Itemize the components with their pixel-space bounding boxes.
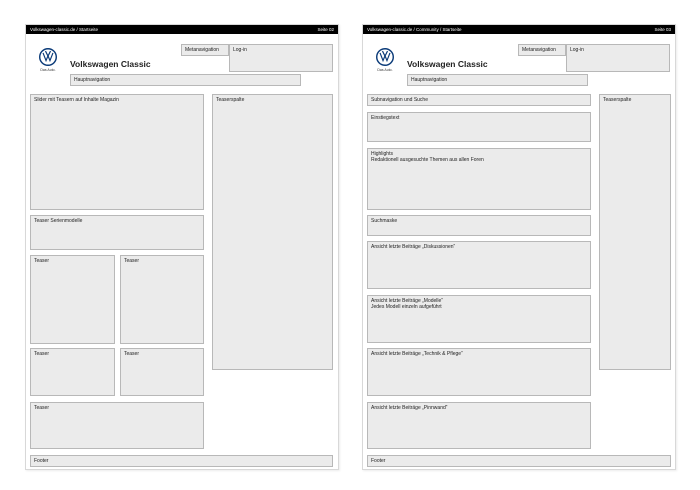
vw-logo[interactable] — [373, 48, 397, 82]
page-number: Seite 02 — [317, 27, 334, 32]
highlights-box[interactable]: Highlights Redaktionell ausgesuchte Themen aus allen Foren — [367, 148, 591, 210]
latest-posts-tech-care[interactable]: Ansicht letzte Beiträge „Technik & Pflege“ — [367, 348, 591, 396]
vw-emblem-icon — [376, 48, 394, 66]
latest-posts-pinboard[interactable]: Ansicht letzte Beiträge „Pinnwand“ — [367, 402, 591, 449]
main-navigation[interactable]: Hauptnavigation — [70, 74, 301, 86]
breadcrumb: Volkswagen-classic.de / Startseite — [30, 27, 99, 32]
subnavigation-search[interactable]: Subnavigation und Suche — [367, 94, 591, 106]
page-header-bar — [363, 25, 675, 34]
meta-navigation[interactable]: Metanavigation — [518, 44, 566, 56]
teaser-box-wide[interactable]: Teaser — [30, 402, 204, 449]
login-box[interactable]: Log-in — [566, 44, 670, 72]
latest-posts-models[interactable]: Ansicht letzte Beiträge „Modelle“ Jedes Modell einzeln aufgeführt — [367, 295, 591, 343]
vw-emblem-icon — [39, 48, 57, 66]
latest-posts-discussions[interactable]: Ansicht letzte Beiträge „Diskussionen“ — [367, 241, 591, 289]
footer: Footer — [30, 455, 333, 467]
teaser-column: Teaserspalte — [599, 94, 671, 370]
slider-teaser-area[interactable]: Slider mit Teasern auf Inhalte Magazin — [30, 94, 204, 210]
breadcrumb: Volkswagen-classic.de / Community / Startseite — [367, 27, 462, 32]
teaser-box[interactable]: Teaser — [30, 255, 115, 344]
teaser-column: Teaserspalte — [212, 94, 333, 370]
teaser-box[interactable]: Teaser — [120, 348, 204, 396]
series-models-teaser[interactable]: Teaser Serienmodelle — [30, 215, 204, 250]
main-navigation[interactable]: Hauptnavigation — [407, 74, 588, 86]
logo-tagline: Das Auto. — [40, 68, 56, 72]
meta-navigation[interactable]: Metanavigation — [181, 44, 229, 56]
page-header-bar — [26, 25, 338, 34]
wireframe-page-community — [362, 24, 676, 470]
brand-title: Volkswagen Classic — [407, 59, 488, 69]
login-box[interactable]: Log-in — [229, 44, 333, 72]
page-number: Seite 03 — [654, 27, 671, 32]
footer: Footer — [367, 455, 671, 467]
logo-tagline: Das Auto. — [377, 68, 393, 72]
teaser-box[interactable]: Teaser — [120, 255, 204, 344]
teaser-box[interactable]: Teaser — [30, 348, 115, 396]
intro-text: Einstiegstext — [367, 112, 591, 142]
vw-logo[interactable] — [36, 48, 60, 82]
brand-title: Volkswagen Classic — [70, 59, 151, 69]
wireframe-page-homepage — [25, 24, 339, 470]
search-mask[interactable]: Suchmaske — [367, 215, 591, 236]
